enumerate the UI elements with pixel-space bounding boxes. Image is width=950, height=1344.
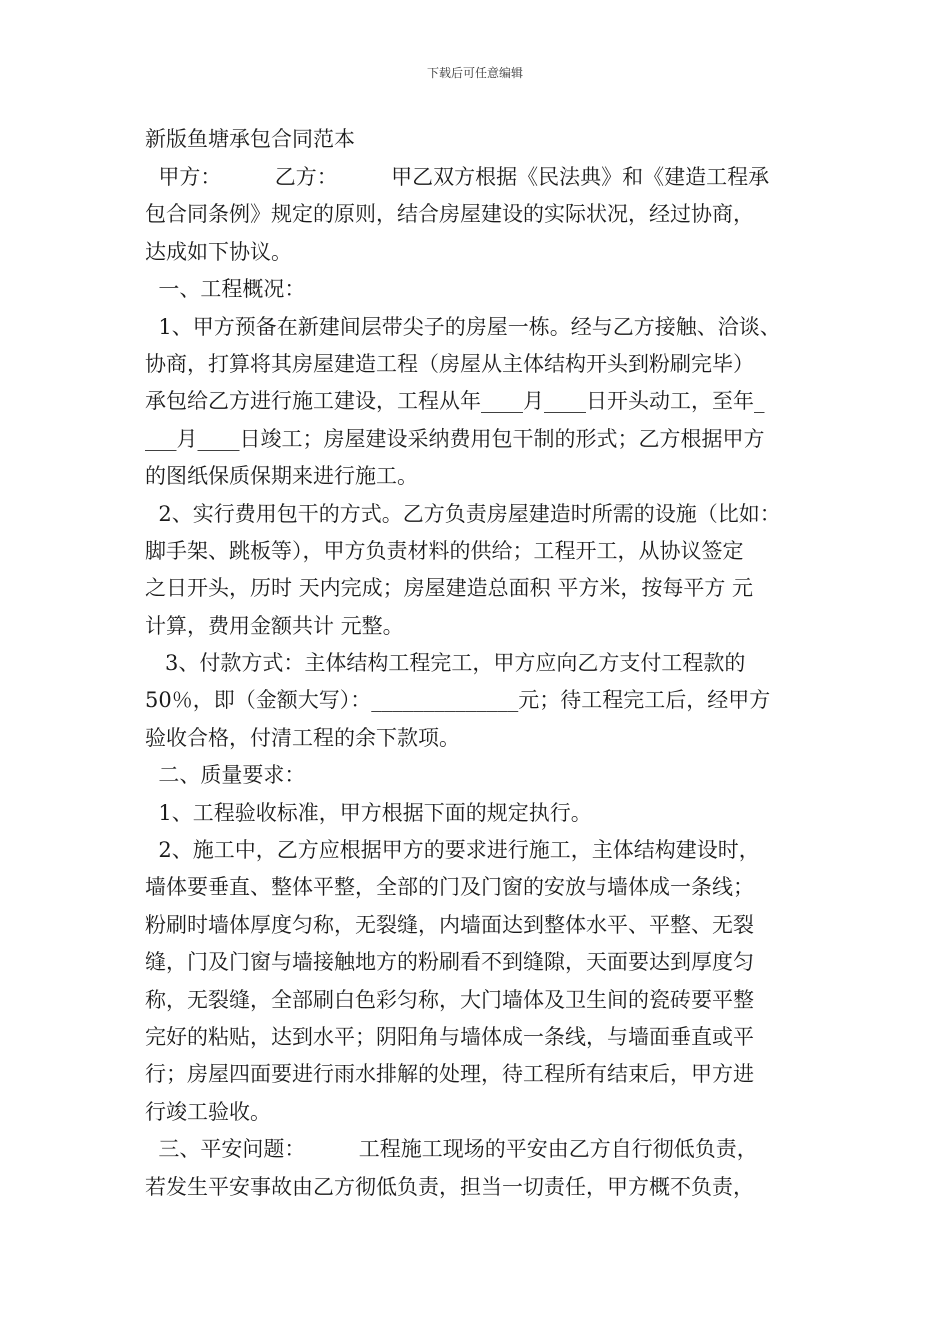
paragraph-line: 协商，打算将其房屋建造工程（房屋从主体结构开头到粉刷完毕） bbox=[145, 351, 754, 376]
page-header: 下载后可任意编辑 bbox=[426, 66, 523, 80]
paragraph-line: 行；房屋四面要进行雨水排解的处理，待工程所有结束后，甲方进 bbox=[145, 1062, 754, 1087]
paragraph-line: 若发生平安事故由乙方彻低负责，担当一切责任，甲方概不负责， bbox=[145, 1174, 754, 1199]
paragraph-line: 之日开头，历时 天内完成；房屋建造总面积 平方米，按每平方 元 bbox=[145, 576, 754, 601]
paragraph-line: 承包给乙方进行施工建设，工程从年____月____日开头动工，至年_ bbox=[145, 389, 765, 414]
paragraph-line: 缝，门及门窗与墙接触地方的粉刷看不到缝隙，天面要达到厚度匀 bbox=[145, 950, 754, 975]
paragraph-line: 墙体要垂直、整体平整，全部的门及门窗的安放与墙体成一条线； bbox=[145, 875, 754, 900]
paragraph-line: 1、工程验收标准，甲方根据下面的规定执行。 bbox=[145, 800, 592, 825]
paragraph-line: 行竣工验收。 bbox=[145, 1099, 271, 1124]
section-heading: 二、质量要求： bbox=[145, 763, 306, 788]
paragraph-line: 1、甲方预备在新建间层带尖子的房屋一栋。经与乙方接触、洽谈、 bbox=[145, 314, 781, 339]
paragraph-line: 脚手架、跳板等），甲方负责材料的供给；工程开工，从协议签定 bbox=[145, 538, 744, 563]
paragraph-line: ___月____日竣工；房屋建设采纳费用包干制的形式；乙方根据甲方 bbox=[145, 426, 765, 451]
paragraph-line: 3、付款方式：主体结构工程完工，甲方应向乙方支付工程款的 bbox=[145, 651, 746, 676]
document-title: 新版鱼塘承包合同范本 bbox=[145, 127, 355, 151]
section-heading: 三、平安问题： 工程施工现场的平安由乙方自行彻低负责， bbox=[145, 1137, 758, 1162]
paragraph-line: 验收合格，付清工程的余下款项。 bbox=[145, 725, 460, 750]
paragraph-line: 粉刷时墙体厚度匀称，无裂缝，内墙面达到整体水平、平整、无裂 bbox=[145, 912, 754, 937]
paragraph-line: 达成如下协议。 bbox=[145, 239, 292, 264]
paragraph-line: 2、实行费用包干的方式。乙方负责房屋建造时所需的设施（比如： bbox=[145, 501, 781, 526]
section-heading: 一、工程概况： bbox=[145, 277, 306, 302]
paragraph-line: 包合同条例》规定的原则，结合房屋建设的实际状况，经过协商， bbox=[145, 202, 754, 227]
paragraph-line: 甲方： 乙方： 甲乙双方根据《民法典》和《建造工程承 bbox=[145, 165, 770, 189]
paragraph-line: 50％，即（金额大写）：______________元；待工程完工后，经甲方 bbox=[145, 688, 771, 713]
paragraph-line: 计算，费用金额共计 元整。 bbox=[145, 613, 404, 638]
paragraph-line: 称，无裂缝，全部刷白色彩匀称，大门墙体及卫生间的瓷砖要平整 bbox=[145, 987, 754, 1012]
paragraph-line: 2、施工中，乙方应根据甲方的要求进行施工，主体结构建设时， bbox=[145, 838, 760, 863]
document-body bbox=[145, 120, 835, 1206]
paragraph-line: 完好的粘贴，达到水平；阴阳角与墙体成一条线，与墙面垂直或平 bbox=[145, 1024, 754, 1049]
paragraph-line: 的图纸保质保期来进行施工。 bbox=[145, 464, 418, 489]
